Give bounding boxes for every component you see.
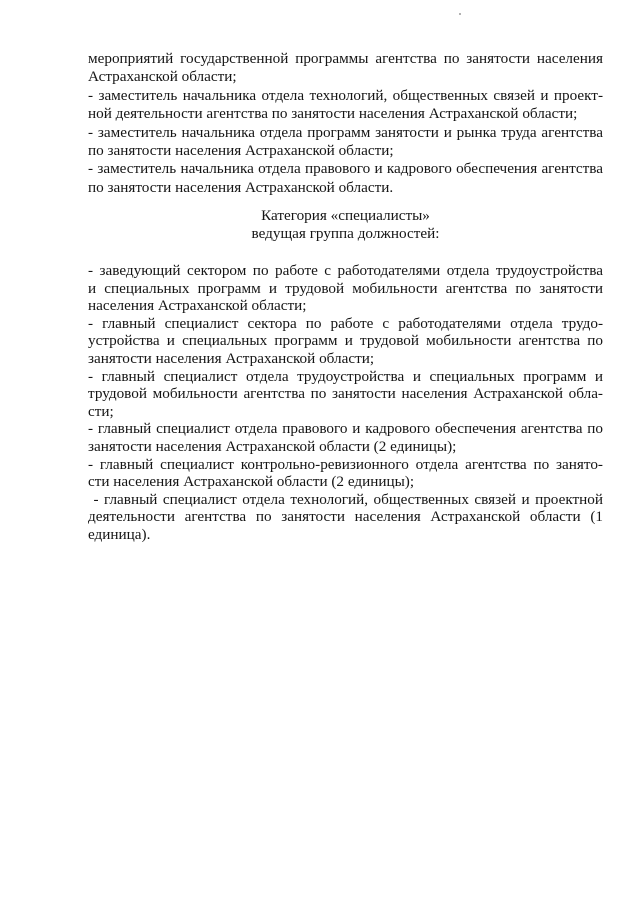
text-line: ной деятельности агентства по занятости населения Астраханской области; (88, 105, 578, 123)
text-line: мероприятий государственной программы агентства по занятости населения (88, 50, 603, 67)
scan-speck (459, 13, 461, 15)
specialists-list-block (88, 262, 603, 544)
text-line: и специальных программ и трудовой мобильности агентства по занятости (88, 279, 603, 297)
category-group: ведущая группа должностей: (251, 225, 440, 243)
text-line: сти населения Астраханской области (2 единицы); (88, 473, 415, 491)
category-heading (88, 207, 603, 244)
text-line: - главный специалист сектора по работе с работодателями отдела трудо- (88, 314, 603, 332)
text-line: - заведующий сектором по работе с работодателями отдела трудоустройства (88, 262, 603, 279)
text-line: устройства и специальных программ и трудовой мобильности агентства по (88, 332, 603, 350)
text-line: - главный специалист отдела правового и кадрового обеспечения агентства по (88, 420, 603, 438)
text-line: - главный специалист контрольно-ревизионного отдела агентства по занято- (88, 455, 603, 473)
category-title: Категория «специалисты» (261, 207, 430, 224)
text-line: - главный специалист отдела технологий, общественных связей и проектной (88, 490, 603, 508)
text-line: Астраханской области; (88, 68, 237, 86)
text-line: - заместитель начальника отдела программ занятости и рынка труда агентства (88, 123, 603, 141)
text-line: - главный специалист отдела трудоустройства и специальных программ и (88, 367, 603, 385)
text-line: единица). (88, 525, 151, 543)
text-line: - заместитель начальника отдела правового и кадрового обеспечения агентства (88, 160, 603, 178)
text-line: по занятости населения Астраханской области. (88, 178, 394, 196)
text-line: занятости населения Астраханской области (2 единицы); (88, 437, 457, 455)
text-line: деятельности агентства по занятости населения Астраханской области (1 (88, 508, 603, 526)
text-line: населения Астраханской области; (88, 297, 307, 315)
top-list-block (88, 50, 603, 197)
text-line: занятости населения Астраханской области; (88, 349, 375, 367)
text-line: по занятости населения Астраханской области; (88, 141, 394, 159)
text-line: трудовой мобильности агентства по занятости населения Астраханской обла- (88, 385, 603, 403)
text-line: сти; (88, 402, 114, 420)
text-line: - заместитель начальника отдела технологий, общественных связей и проект- (88, 86, 603, 104)
